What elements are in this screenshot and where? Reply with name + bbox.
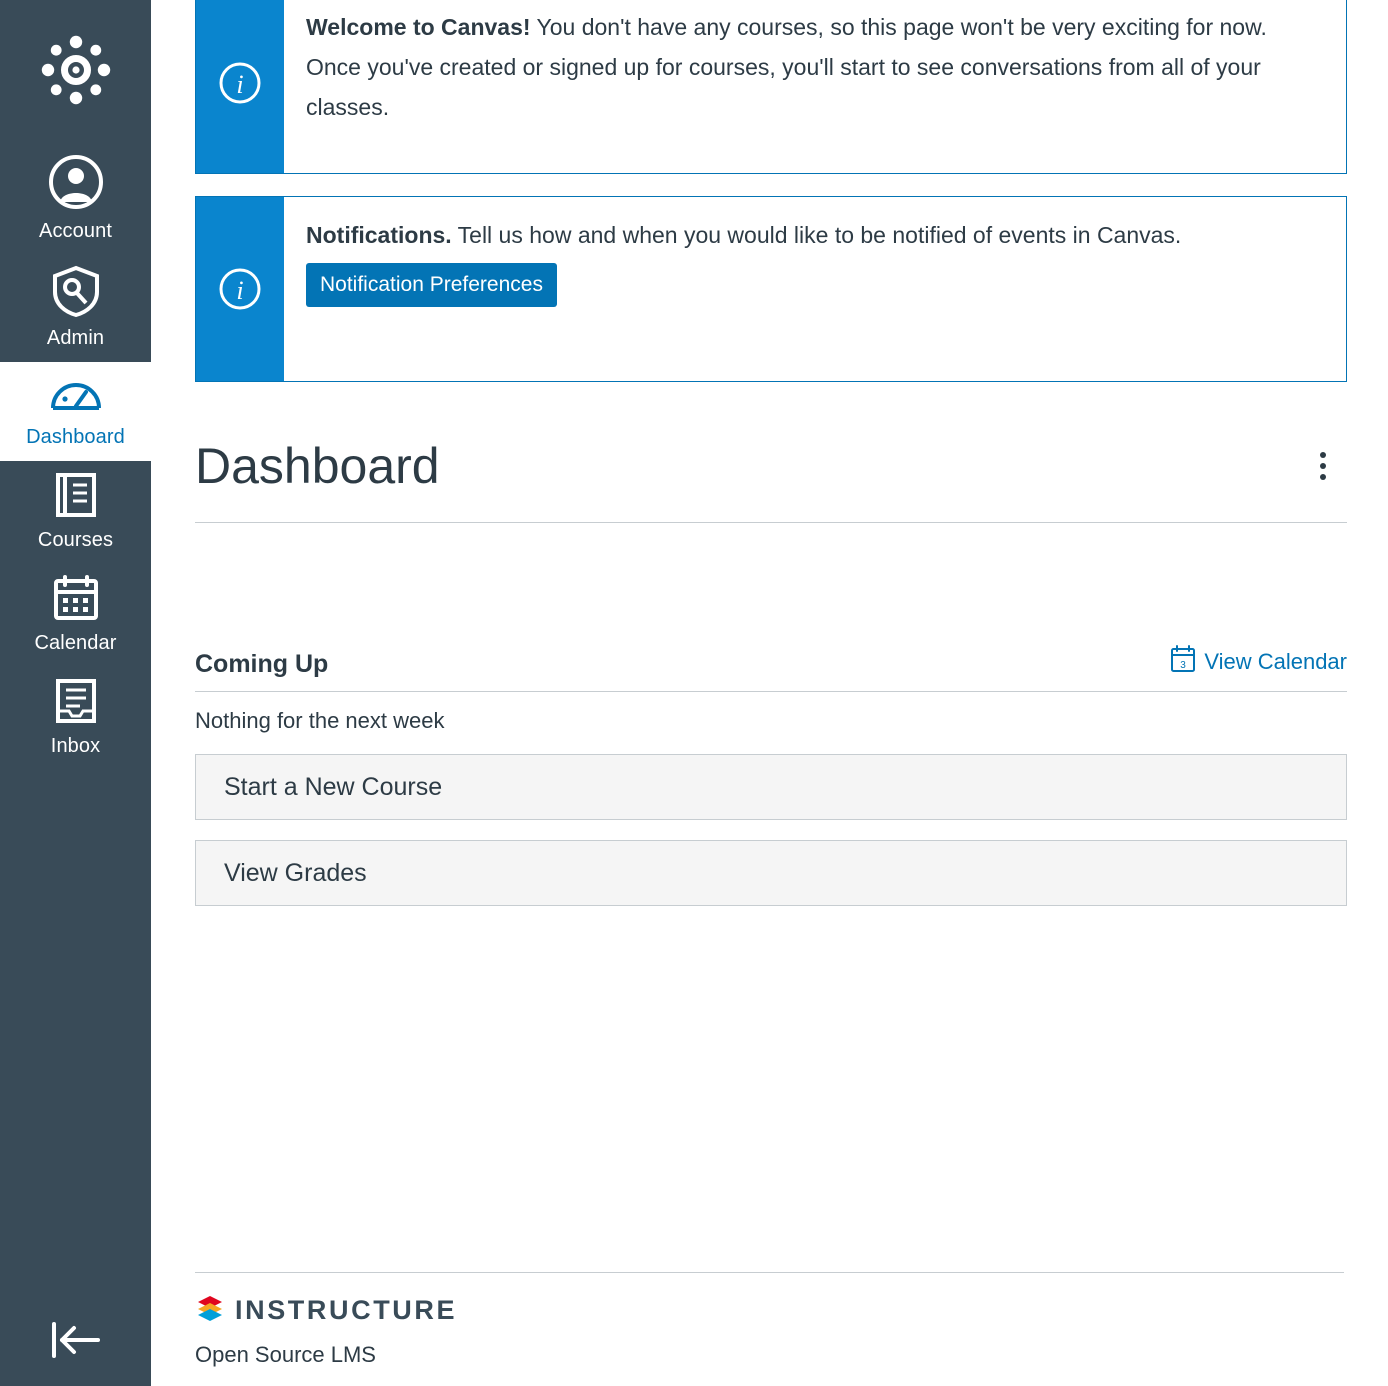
- canvas-logo[interactable]: [0, 24, 151, 116]
- footer-tagline: Open Source LMS: [195, 1342, 376, 1367]
- notifications-alert-body: Tell us how and when you would like to be notified of events in Canvas.: [457, 222, 1182, 248]
- sidebar-item-label-dashboard: Dashboard: [26, 426, 125, 448]
- kebab-menu-icon[interactable]: [1301, 444, 1345, 488]
- sidebar-item-courses[interactable]: [0, 461, 151, 564]
- welcome-alert-body: You don't have any courses, so this page won't be very exciting for now. Once you've created or signed up for courses, you'll start to see conversations from all of your classes.: [306, 14, 1267, 120]
- notifications-alert-strong: Notifications.: [306, 222, 452, 248]
- sidebar-item-label-courses: Courses: [37, 529, 114, 551]
- notifications-alert: [195, 196, 1347, 382]
- view-calendar-link[interactable]: [1170, 645, 1347, 679]
- start-new-course-button[interactable]: Start a New Course: [195, 754, 1347, 820]
- dashboard-icon: [50, 372, 102, 421]
- welcome-alert: [195, 0, 1347, 174]
- user-icon: [48, 154, 104, 215]
- canvas-logo-icon: [30, 24, 122, 116]
- sidebar-item-account[interactable]: [0, 144, 151, 255]
- welcome-alert-strong: Welcome to Canvas!: [306, 14, 531, 40]
- book-icon: [53, 471, 99, 524]
- sidebar-item-dashboard[interactable]: [0, 362, 151, 461]
- collapse-arrow-icon: [44, 1316, 108, 1364]
- sidebar-item-label-calendar: Calendar: [34, 632, 117, 654]
- calendar-icon: [52, 574, 100, 627]
- sidebar-item-admin[interactable]: [0, 255, 151, 362]
- calendar-icon: [1170, 645, 1196, 679]
- main-content: [151, 0, 1388, 1386]
- sidebar-item-inbox[interactable]: [0, 667, 151, 770]
- coming-up-divider: [195, 691, 1347, 692]
- sidebar-item-label-admin: Admin: [46, 327, 105, 349]
- instructure-brand[interactable]: [195, 1293, 1344, 1328]
- sidebar-item-label-account: Account: [39, 220, 112, 242]
- footer-divider: [195, 1272, 1344, 1273]
- coming-up-empty-text: Nothing for the next week: [195, 708, 445, 733]
- view-calendar-label: View Calendar: [1204, 649, 1347, 674]
- header-divider: [195, 522, 1347, 523]
- instructure-wordmark: INSTRUCTURE: [235, 1295, 458, 1325]
- welcome-alert-text: [284, 0, 1346, 173]
- notification-preferences-button[interactable]: Notification Preferences: [306, 263, 557, 307]
- notifications-alert-text: [284, 197, 1203, 381]
- page-footer: [195, 1272, 1344, 1368]
- instructure-logo-icon: [195, 1293, 225, 1328]
- shield-icon: [50, 265, 102, 322]
- svg-text:i: i: [236, 70, 244, 99]
- page-header: [195, 438, 1347, 494]
- page-title: Dashboard: [195, 438, 440, 494]
- coming-up-title: Coming Up: [195, 650, 329, 678]
- sidebar-item-label-inbox: Inbox: [50, 735, 101, 757]
- info-icon: [196, 0, 284, 173]
- sidebar-item-calendar[interactable]: [0, 564, 151, 667]
- svg-text:i: i: [236, 276, 244, 305]
- global-nav-sidebar: [0, 0, 151, 1386]
- coming-up-header: [195, 645, 1347, 679]
- info-icon: [196, 197, 284, 381]
- svg-text:3: 3: [1180, 660, 1187, 671]
- view-grades-button[interactable]: View Grades: [195, 840, 1347, 906]
- sidebar-collapse-button[interactable]: [0, 1316, 151, 1364]
- inbox-icon: [53, 677, 99, 730]
